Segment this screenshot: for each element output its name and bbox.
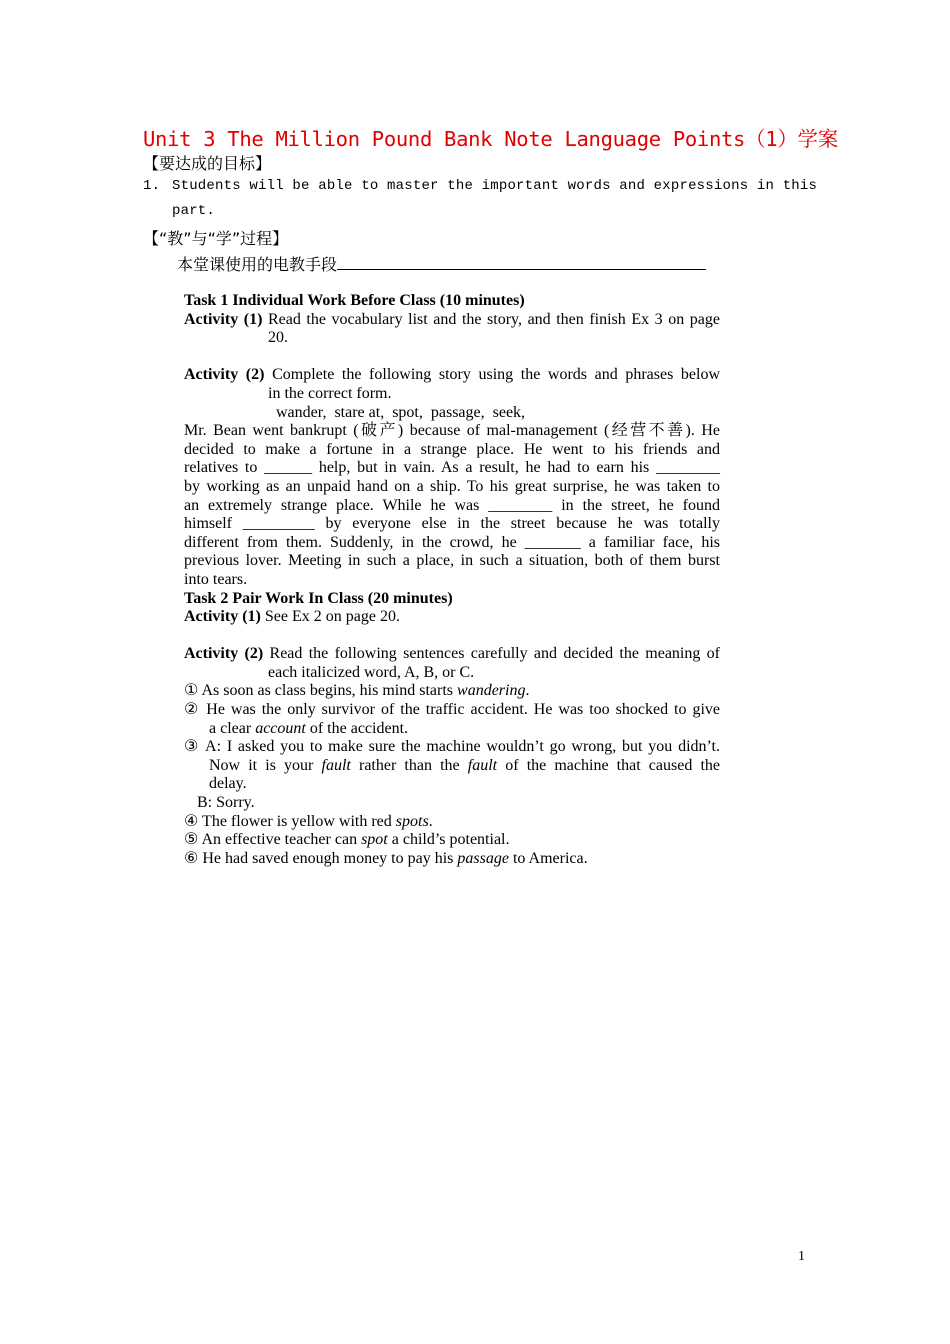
italic-word: spot — [361, 831, 388, 849]
activity-label: Activity (2) — [184, 366, 265, 384]
sentence-text: . — [525, 682, 530, 700]
word-bank: wander, stare at, spot, passage, seek, — [276, 403, 526, 421]
activity-text: See Ex 2 on page 20. — [264, 608, 400, 626]
task-1-activity-2-line-1 — [184, 366, 720, 385]
spacer — [184, 627, 720, 646]
italic-word: wandering — [457, 682, 526, 700]
task-1-heading: Task 1 Individual Work Before Class (10 minutes) — [184, 292, 525, 309]
page-number: 1 — [798, 1249, 805, 1264]
activity-text: Read the vocabulary list and the story, and then finish Ex 3 on page — [267, 310, 720, 328]
story-line: relatives to ______ help, but in vain. As a result, he had to earn his ________ — [184, 459, 720, 477]
italic-word: spots — [395, 812, 429, 830]
italic-word: passage — [457, 849, 509, 867]
task-1-activity-1-line-1 — [184, 311, 720, 330]
sentence-text: of the machine that caused the — [497, 756, 721, 774]
media-line-label — [177, 252, 706, 275]
story-line: Mr. Bean went bankrupt (破产) because of mal-management (经营不善). He — [184, 422, 720, 440]
story-line: decided to make a fortune in a strange place. He went to his friends and — [184, 440, 720, 458]
task-2-activity-1 — [184, 608, 720, 627]
media-line-blank — [337, 254, 706, 270]
goal-number: 1. — [143, 178, 161, 194]
task-2-activity-2-line-2: each italicized word, A, B, or C. — [268, 663, 475, 681]
sentence-3-line-1: ③ A: I asked you to make sure the machine wouldn’t go wrong, but you didn’t. — [184, 738, 720, 756]
activity-label: Activity (1) — [184, 310, 263, 328]
activity-label: Activity (1) — [184, 608, 261, 626]
task-2-activity-2-line-1 — [184, 645, 720, 664]
sentence-3-line-2 — [184, 757, 720, 776]
sentence-text: a clear — [209, 719, 256, 737]
task-1-section — [184, 292, 720, 868]
task-1-activity-1-line-2: 20. — [268, 329, 288, 347]
activity-text: Read the following sentences carefully and decided the meaning of — [269, 645, 721, 663]
sentence-3-line-3: delay. — [209, 775, 247, 793]
story-last-line: into tears. — [184, 570, 248, 588]
sentence-5 — [184, 831, 720, 850]
sentence-text: ① As soon as class begins, his mind starts — [184, 682, 458, 700]
process-header: 【“教”与“学”过程】 — [143, 229, 289, 248]
sentence-text: ⑤ An effective teacher can — [184, 831, 362, 849]
activity-text: Complete the following story using the words and phrases below — [272, 366, 721, 384]
story-line: previous lover. Meeting in such a place, in such a situation, both of them burst — [184, 552, 720, 570]
story-line: himself _________ by everyone else in the street because he was totally — [184, 515, 720, 533]
spacer — [184, 348, 720, 367]
media-line-text: 本堂课使用的电教手段 — [177, 255, 338, 274]
sentence-text: ④ The flower is yellow with red — [184, 812, 396, 830]
sentence-2-line-1: ② He was the only survivor of the traffic accident. He was too shocked to give — [184, 701, 720, 719]
italic-word: account — [255, 719, 306, 737]
italic-word: fault — [321, 756, 351, 774]
sentence-4 — [184, 813, 720, 832]
sentence-2-line-2 — [184, 720, 720, 739]
goal-text-line-1: Students will be able to master the important words and expressions in this — [172, 178, 818, 194]
sentence-text: of the accident. — [305, 719, 409, 737]
sentence-text: to America. — [508, 849, 588, 867]
story-line: different from them. Suddenly, in the crowd, he _______ a familiar face, his — [184, 533, 720, 551]
sentence-text: rather than the — [350, 756, 468, 774]
sentence-text: Now it is your — [209, 756, 322, 774]
sentence-1 — [184, 682, 720, 701]
page-title: Unit 3 The Million Pound Bank Note Language Points（1）学案 — [143, 127, 838, 151]
sentence-3-reply: B: Sorry. — [197, 794, 255, 812]
activity-label: Activity (2) — [184, 645, 264, 663]
sentence-text: a child’s potential. — [387, 831, 510, 849]
sentence-6 — [184, 850, 720, 869]
task-1-activity-2-line-2: in the correct form. — [268, 384, 392, 402]
italic-word: fault — [467, 756, 498, 774]
goal-text-line-2: part. — [172, 203, 216, 219]
sentence-text: . — [428, 812, 433, 830]
story-line: by working as an unpaid hand on a ship. To his great surprise, he was taken to — [184, 477, 720, 495]
task-2-heading: Task 2 Pair Work In Class (20 minutes) — [184, 589, 453, 607]
sentence-text: ⑥ He had saved enough money to pay his — [184, 849, 458, 867]
story-line: an extremely strange place. While he was ________ in the street, he found — [184, 496, 720, 514]
goals-header: 【要达成的目标】 — [143, 154, 272, 173]
